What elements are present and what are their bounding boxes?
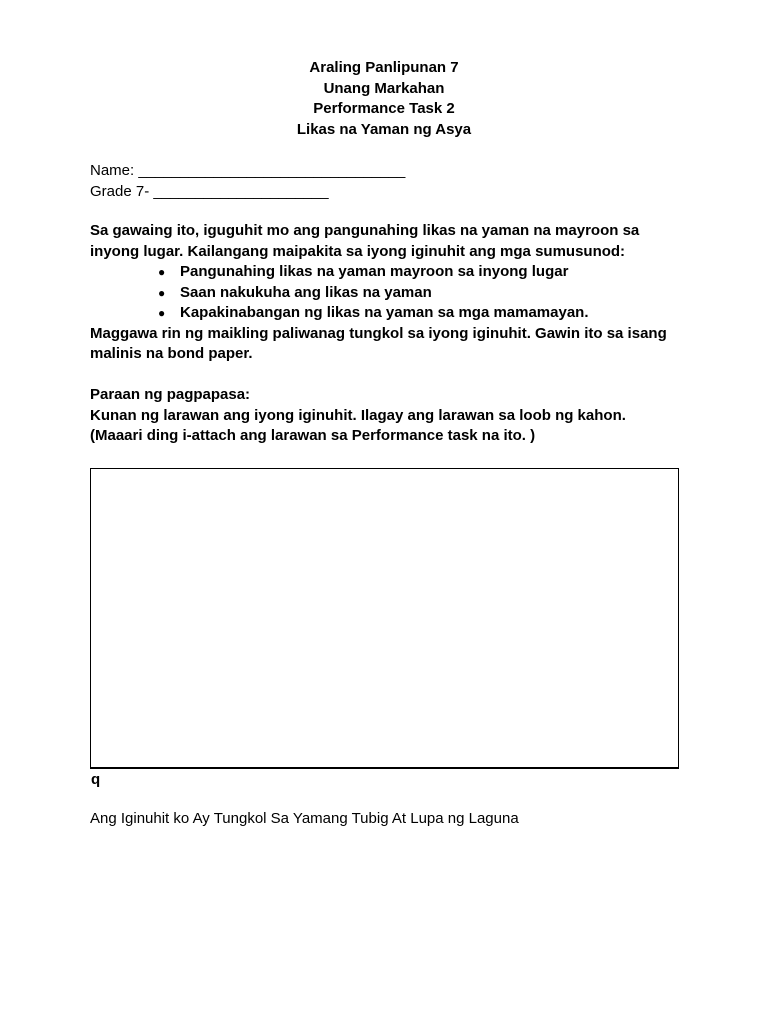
quarter-title: Unang Markahan: [323, 79, 445, 97]
list-item: [158, 262, 690, 283]
list-item: [158, 303, 690, 324]
bullet-icon: ●: [158, 285, 166, 300]
submission-heading: Paraan ng pagpapasa:: [90, 386, 251, 403]
intro-line-1: Sa gawaing ito, iguguhit mo ang pangunahing likas na yaman na mayroon sa: [90, 222, 640, 239]
list-item: [158, 283, 690, 304]
explain-line-1: Maggawa rin ng maikling paliwanag tungkol sa iyong iginuhit. Gawin ito sa isang: [90, 324, 667, 342]
intro-line-2: inyong lugar. Kailangang maipakita sa iyong iginuhit ang mga sumusunod:: [90, 242, 626, 260]
explain-line-2: malinis na bond paper.: [90, 345, 253, 362]
name-field[interactable]: Name: ________________________________: [90, 162, 406, 179]
list-item-text: Kapakinabangan ng likas na yaman sa mga mamamayan.: [180, 304, 589, 321]
list-item-text: Saan nakukuha ang likas na yaman: [180, 283, 432, 301]
bullet-icon: ●: [158, 306, 166, 320]
list-item-text: Pangunahing likas na yaman mayroon sa inyong lugar: [180, 263, 569, 280]
topic-title: Likas na Yaman ng Asya: [296, 120, 472, 138]
photo-placeholder-box[interactable]: [90, 468, 679, 769]
drawing-caption: Ang Iginuhit ko Ay Tungkol Sa Yamang Tubig At Lupa ng Laguna: [90, 810, 519, 827]
student-fields: [90, 160, 405, 202]
grade-field[interactable]: Grade 7- _____________________: [90, 183, 329, 200]
instructions-section: [90, 221, 690, 365]
requirements-list: [90, 262, 690, 324]
submission-line-1: Kunan ng larawan ang iyong iginuhit. Ilagay ang larawan sa loob ng kahon.: [90, 406, 626, 424]
task-title: Performance Task 2: [313, 100, 455, 117]
bullet-icon: ●: [158, 265, 166, 279]
submission-section: [90, 385, 690, 447]
subject-title: Araling Panlipunan 7: [309, 59, 459, 76]
stray-character: q: [91, 771, 101, 788]
document-header: [0, 58, 768, 140]
submission-line-2: (Maaari ding i-attach ang larawan sa Performance task na ito. ): [90, 427, 536, 444]
